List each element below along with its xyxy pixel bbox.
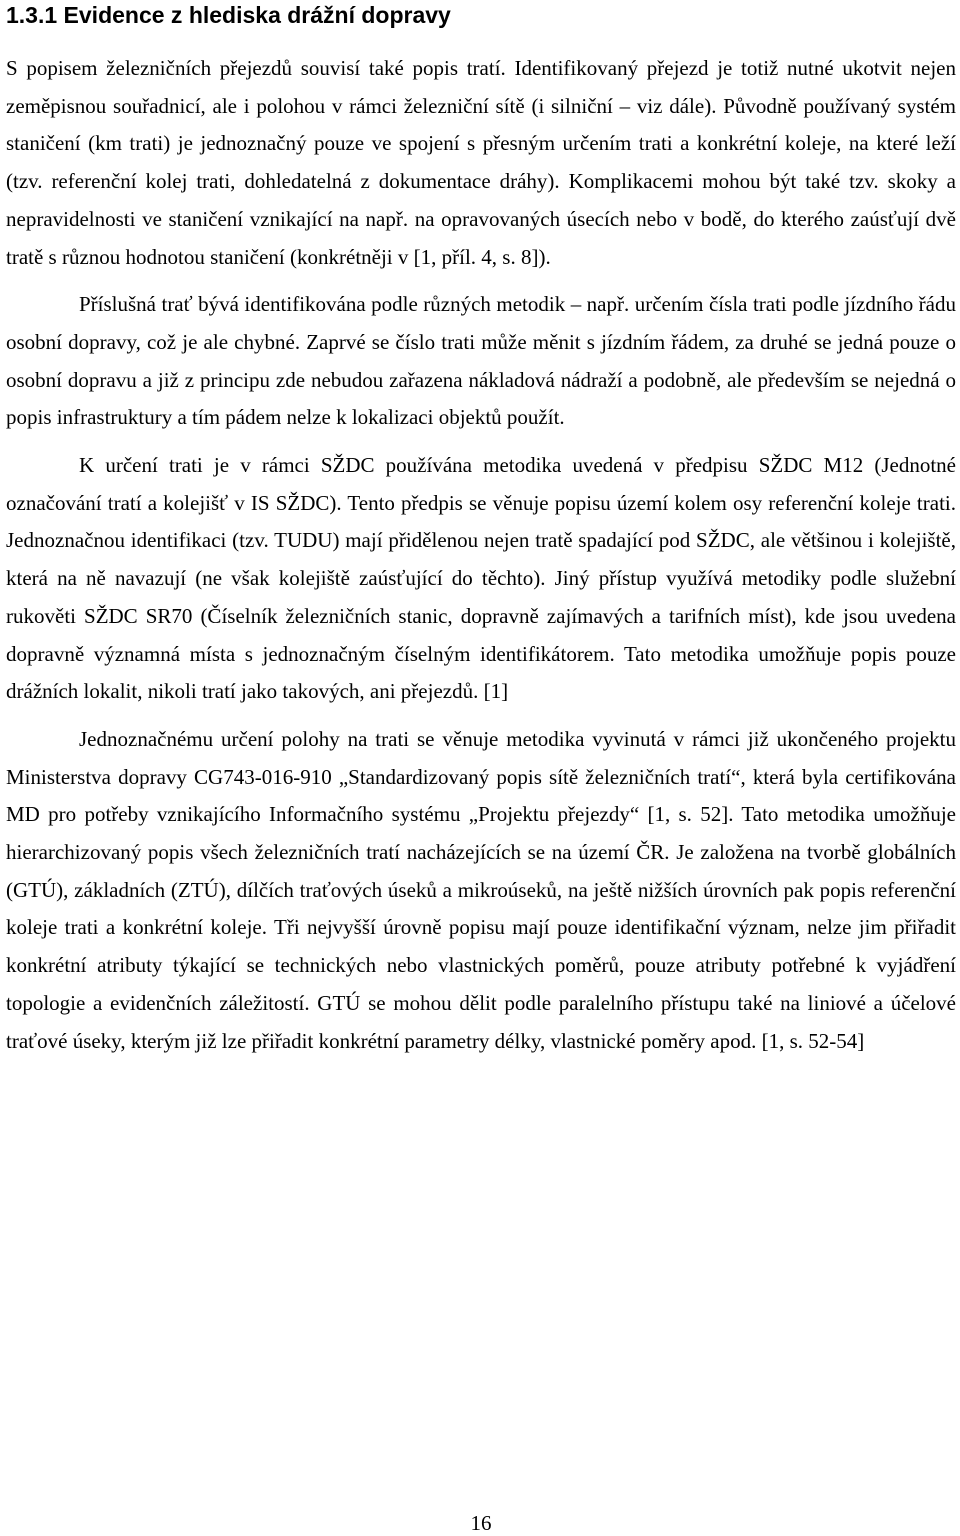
paragraph: Příslušná trať bývá identifikována podle různých metodik – např. určením čísla trati podle jízdního řádu osobní dopravy, což je ale chybné. Zaprvé se číslo trati může měnit s jízdním řádem, za druhé se jedná pouze o osobní dopravu a již z principu zde nebudou zařazena nákladová nádraží a podobně, ale především se nejedná o popis infrastruktury a tím pádem nelze k lokalizaci objektů použít. [6, 292, 956, 430]
paragraph: S popisem železničních přejezdů souvisí také popis tratí. Identifikovaný přejezd je totiž nutné ukotvit nejen zeměpisnou souřadnicí, ale i polohou v rámci železniční sítě (i silniční – viz dále). Původně používaný systém staničení (km trati) je jednoznačný pouze ve spojení s přesným určením trati a konkrétní koleje, na které leží (tzv. referenční kolej trati, dohledatelná z dokumentace dráhy). Komplikacemi mohou být také tzv. skoky a nepravidelnosti ve staničení vznikající na např. na opravovaných úsecích nebo v bodě, do kterého zaúsťují dvě tratě s různou hodnotou staničení (konkrétněji v [1, příl. 4, s. 8]). [6, 56, 956, 269]
section-heading: 1.3.1 Evidence z hlediska drážní dopravy [6, 2, 451, 28]
document-page [6, 0, 956, 1536]
body-text [6, 50, 956, 1070]
paragraph: K určení trati je v rámci SŽDC používána metodika uvedená v předpisu SŽDC M12 (Jednotné označování tratí a kolejišť v IS SŽDC). Tento předpis se věnuje popisu území kolem osy referenční koleje trati. Jednoznačnou identifikaci (tzv. TUDU) mají přidělenou nejen tratě spadající pod SŽDC, ale většinou i kolejiště, která na ně navazují (ne však kolejiště zaúsťující do těchto). Jiný přístup využívá metodiky podle služební rukověti SŽDC SR70 (Číselník železničních stanic, dopravně zajímavých a tarifních míst), kde jsou uvedena dopravně významná místa s jednoznačným číselným identifikátorem. Tato metodika umožňuje popis pouze drážních lokalit, nikoli tratí jako takových, ani přejezdů. [1] [6, 453, 956, 704]
page-number: 16 [470, 1511, 492, 1535]
paragraph: Jednoznačnému určení polohy na trati se věnuje metodika vyvinutá v rámci již ukončeného projektu Ministerstva dopravy CG743-016-910 „Standardizovaný popis sítě železničních tratí“, která byla certifikována MD pro potřeby vznikajícího Informačního systému „Projektu přejezdy“ [1, s. 52]. Tato metodika umožňuje hierarchizovaný popis všech železničních tratí nacházejících se na území ČR. Je založena na tvorbě globálních (GTÚ), základních (ZTÚ), dílčích traťových úseků a mikroúseků, na ještě nižších úrovních pak popis referenční koleje trati a konkrétní koleje. Tři nejvyšší úrovně popisu mají pouze identifikační význam, nelze jim přiřadit konkrétní atributy týkající se technických nebo vlastnických poměrů, pouze atributy potřebné k vyjádření topologie a evidenčních záležitostí. GTÚ se mohou dělit podle paralelního přístupu také na liniové a účelové traťové úseky, kterým již lze přiřadit konkrétní parametry délky, vlastnické poměry apod. [1, s. 52-54] [6, 726, 956, 1053]
